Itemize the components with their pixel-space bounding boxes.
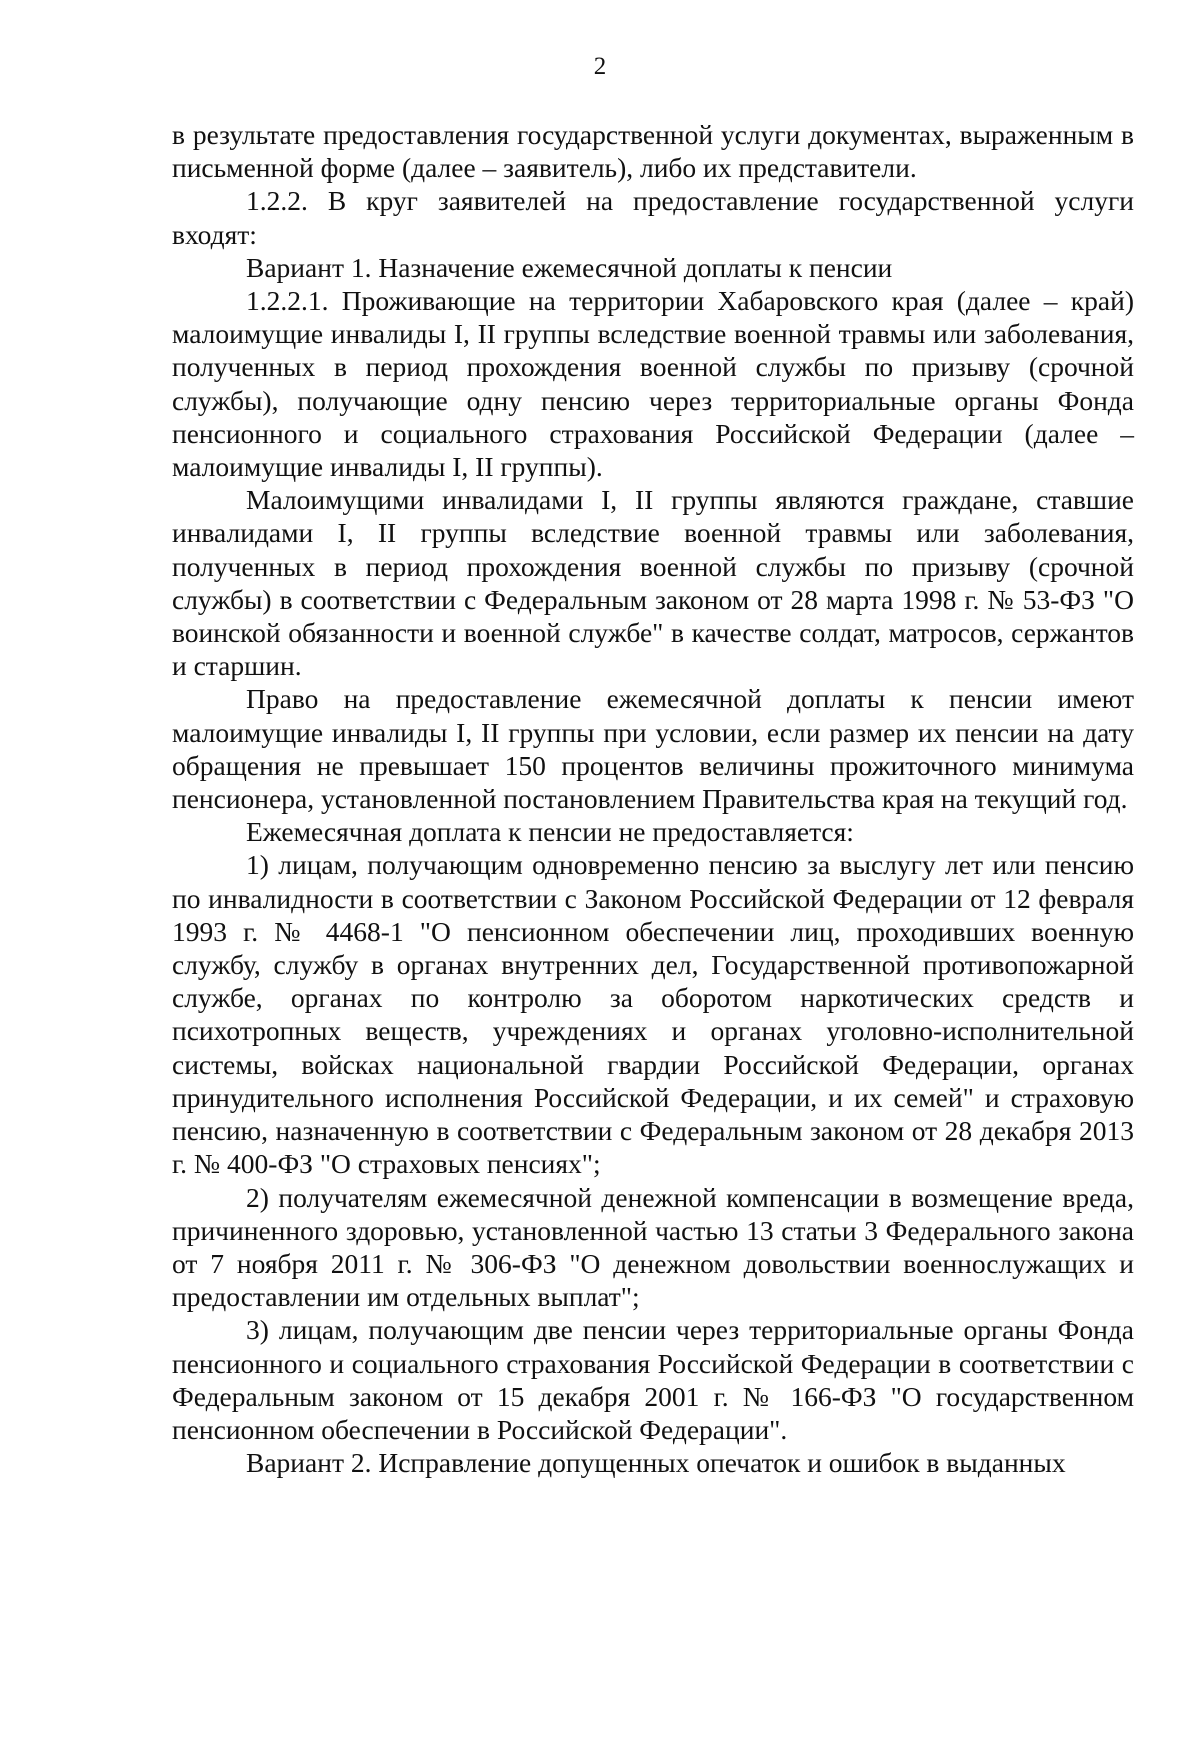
paragraph-1-2-2: 1.2.2. В круг заявителей на предоставление государственной услуги входят: — [172, 185, 1134, 250]
paragraph-variant-2: Вариант 2. Исправление допущенных опечаток и ошибок в выданных — [246, 1447, 1066, 1479]
paragraph-continuation: в результате предоставления государственной услуги документах, выраженным в письменной форме (далее – заявитель), либо их представители. — [172, 119, 1134, 184]
page-number: 2 — [593, 53, 607, 80]
paragraph-exclusions-intro: Ежемесячная доплата к пенсии не предоставляется: — [246, 816, 854, 848]
paragraph-right: Право на предоставление ежемесячной доплаты к пенсии имеют малоимущие инвалиды I, II группы при условии, если размер их пенсии на дату обращения не превышает 150 процентов величины прожиточного минимума пенсионера, установленной постановлением Правительства края на текущий год. — [172, 683, 1134, 815]
paragraph-exclusion-2: 2) получателям ежемесячной денежной компенсации в возмещение вреда, причиненного здоровью, установленной частью 13 статьи 3 Федерального закона от 7 ноября 2011 г. № 306-ФЗ "О денежном довольствии военнослужащих и предоставлении им отдельных выплат"; — [172, 1181, 1134, 1313]
paragraph-variant-1: Вариант 1. Назначение ежемесячной доплаты к пенсии — [246, 251, 893, 283]
paragraph-1-2-2-1: 1.2.2.1. Проживающие на территории Хабаровского края (далее – край) малоимущие инвалиды I, II группы вследствие военной травмы или заболевания, полученных в период прохождения военной службы по призыву (срочной службы), получающие одну пенсию через территориальные органы Фонда пенсионного и социального страхования Российской Федерации (далее – малоимущие инвалиды I, II группы). — [172, 285, 1134, 483]
paragraph-exclusion-3: 3) лицам, получающим две пенсии через территориальные органы Фонда пенсионного и социального страхования Российской Федерации в соответствии с Федеральным законом от 15 декабря 2001 г. № 166-ФЗ "О государственном пенсионном обеспечении в Российской Федерации". — [172, 1314, 1134, 1445]
document-body — [172, 118, 1134, 1479]
paragraph-definition: Малоимущими инвалидами I, II группы являются граждане, ставшие инвалидами I, II группы вследствие военной травмы или заболевания, полученных в период прохождения военной службы по призыву (срочной службы) в соответствии с Федеральным законом от 28 марта 1998 г. № 53-ФЗ "О воинской обязанности и военной службе" в качестве солдат, матросов, сержантов и старшин. — [172, 484, 1134, 682]
paragraph-exclusion-1: 1) лицам, получающим одновременно пенсию за выслугу лет или пенсию по инвалидности в соответствии с Законом Российской Федерации от 12 февраля 1993 г. № 4468-1 "О пенсионном обеспечении лиц, проходивших военную службу, службу в органах внутренних дел, Государственной противопожарной службе, органах по контролю за оборотом наркотических средств и психотропных веществ, учреждениях и органах уголовно-исполнительной системы, войсках национальной гвардии Российской Федерации, органах принудительного исполнения Российской Федерации, и их семей" и страховую пенсию, назначенную в соответствии с Федеральным законом от 28 декабря 2013 г. № 400-ФЗ "О страховых пенсиях"; — [172, 849, 1134, 1180]
